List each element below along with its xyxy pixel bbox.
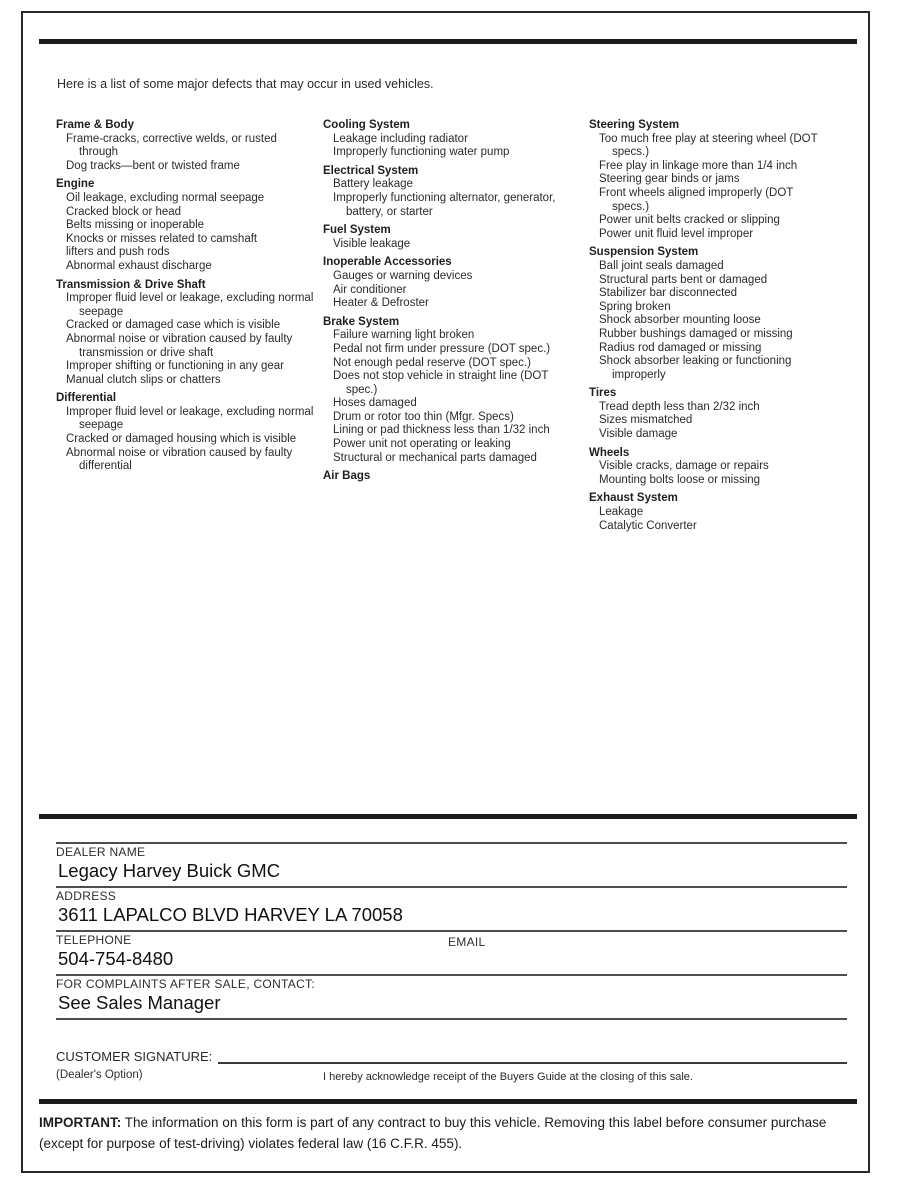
telephone-label: TELEPHONE [56,933,132,947]
defect-item: Visible cracks, damage or repairs [599,460,769,473]
defect-item: Spring broken [599,300,671,313]
defect-item: Too much free play at steering wheel (DOT specs.) [599,132,818,159]
defect-item: Improper fluid level or leakage, excluding normal seepage [66,292,314,318]
defect-section-title: Engine [56,178,95,191]
buyers-guide-page [21,11,870,1173]
email-label: EMAIL [448,935,486,949]
customer-signature-label: CUSTOMER SIGNATURE: [56,1049,213,1064]
customer-signature-line[interactable] [218,1049,847,1064]
defect-item: Pedal not firm under pressure (DOT spec.) [333,342,551,355]
defect-item: Tread depth less than 2/32 inch [599,400,760,413]
defect-section-title: Suspension System [589,246,699,259]
defect-item: Sizes mismatched [599,414,693,427]
defect-item: Abnormal noise or vibration caused by faulty transmission or drive shaft [66,332,293,359]
defect-item: Shock absorber leaking or functioning improperly [599,355,792,381]
important-label: IMPORTANT: [39,1115,122,1130]
defect-item: Stabilizer bar disconnected [599,287,738,300]
defect-item: Improperly functioning alternator, generator, battery, or starter [333,191,556,218]
defects-column-2 [323,119,571,484]
defect-section-title: Frame & Body [56,119,134,131]
defect-item: Structural parts bent or damaged [599,273,768,286]
address-value: 3611 LAPALCO BLVD HARVEY LA 70058 [58,904,403,925]
defect-item: Improper fluid level or leakage, excluding normal seepage [66,405,314,432]
defect-item: Shock absorber mounting loose [599,314,761,327]
defect-item: Leakage [599,506,644,519]
defect-section-title: Steering System [589,119,680,131]
defect-item: Ball joint seals damaged [599,259,724,272]
defect-item: Structural or mechanical parts damaged [333,451,537,464]
defect-item: Drum or rotor too thin (Mfgr. Specs) [333,410,514,423]
defect-item: Lining or pad thickness less than 1/32 inch [333,424,550,437]
defect-item: Cracked or damaged housing which is visible [66,433,297,446]
address-field [56,886,847,930]
defect-item: Steering gear binds or jams [599,173,740,186]
dealer-info-form [56,842,847,1020]
defect-item: Not enough pedal reserve (DOT spec.) [333,356,531,369]
dealer-name-label: DEALER NAME [56,845,146,859]
complaints-contact-field [56,974,847,1020]
telephone-value: 504-754-8480 [58,948,174,969]
defect-section-title: Electrical System [323,164,419,177]
defect-item: Front wheels aligned improperly (DOT specs.) [599,186,794,213]
defect-item: Manual clutch slips or chatters [66,373,221,386]
defect-item: Rubber bushings damaged or missing [599,327,793,340]
defect-item: Mounting bolts loose or missing [599,473,761,486]
defect-item: Failure warning light broken [333,329,475,342]
defect-item: Heater & Defroster [333,297,429,310]
bottom-divider-bar [39,1099,857,1104]
defect-item: Hoses damaged [333,397,417,410]
defect-item: Knocks or misses related to camshaft [66,232,258,245]
defect-item: Power unit fluid level improper [599,227,754,240]
defect-item: Abnormal noise or vibration caused by faulty differential [66,446,293,473]
intro-text: Here is a list of some major defects that may occur in used vehicles. [57,77,434,91]
defect-section-title: Cooling System [323,119,410,131]
defect-section-title: Tires [589,387,617,400]
important-text: The information on this form is part of any contract to buy this vehicle. Removing this label before consumer purchase (except for purpose of test-driving) violates federal law (16 C.F.R. 455). [39,1115,827,1151]
defect-section-title: Differential [56,392,117,405]
middle-divider-bar [39,814,857,819]
defect-item: Oil leakage, excluding normal seepage [66,191,265,204]
defects-column-1 [56,119,314,474]
acknowledgement-note: I hereby acknowledge receipt of the Buyers Guide at the closing of this sale. [323,1071,693,1083]
complaints-contact-label: FOR COMPLAINTS AFTER SALE, CONTACT: [56,977,315,991]
defect-section-title: Air Bags [323,470,371,483]
defect-item: Gauges or warning devices [333,269,473,282]
address-label: ADDRESS [56,889,117,903]
defect-item: Does not stop vehicle in straight line (DOT spec.) [333,370,549,396]
defect-item: Power unit not operating or leaking [333,438,511,451]
defect-item: Belts missing or inoperable [66,219,205,232]
complaints-contact-value: See Sales Manager [58,992,221,1013]
defect-item: Improper shifting or functioning in any gear [66,360,284,373]
defect-section-title: Transmission & Drive Shaft [56,278,206,291]
customer-signature-row [56,1049,847,1064]
defect-section-title: Exhaust System [589,492,678,505]
defect-item: Frame-cracks, corrective welds, or rusted through [66,132,277,159]
defect-item: Improperly functioning water pump [333,146,510,159]
defect-item: Air conditioner [333,283,407,296]
important-notice [39,1112,843,1154]
defect-item: Visible damage [599,428,678,441]
defect-section-title: Fuel System [323,224,391,237]
defect-item: Leakage including radiator [333,132,468,145]
defect-item: Cracked or damaged case which is visible [66,319,281,332]
defect-section-title: Inoperable Accessories [323,256,452,269]
defect-item: Catalytic Converter [599,519,697,532]
defect-item: Visible leakage [333,237,411,250]
defect-item: Cracked block or head [66,205,182,218]
defect-item: Abnormal exhaust discharge [66,259,212,272]
defect-item: lifters and push rods [66,246,170,259]
dealers-option-note: (Dealer's Option) [56,1069,143,1081]
defect-item: Dog tracks—bent or twisted frame [66,159,240,172]
top-divider-bar [39,39,857,44]
defect-item: Radius rod damaged or missing [599,341,762,354]
defect-item: Battery leakage [333,178,413,191]
defects-column-3 [589,119,827,533]
dealer-name-value: Legacy Harvey Buick GMC [58,860,281,881]
defect-item: Free play in linkage more than 1/4 inch [599,159,798,172]
defect-item: Power unit belts cracked or slipping [599,214,780,227]
telephone-field [56,930,847,974]
dealer-name-field [56,842,847,886]
defect-section-title: Brake System [323,315,400,328]
defect-section-title: Wheels [589,446,630,459]
